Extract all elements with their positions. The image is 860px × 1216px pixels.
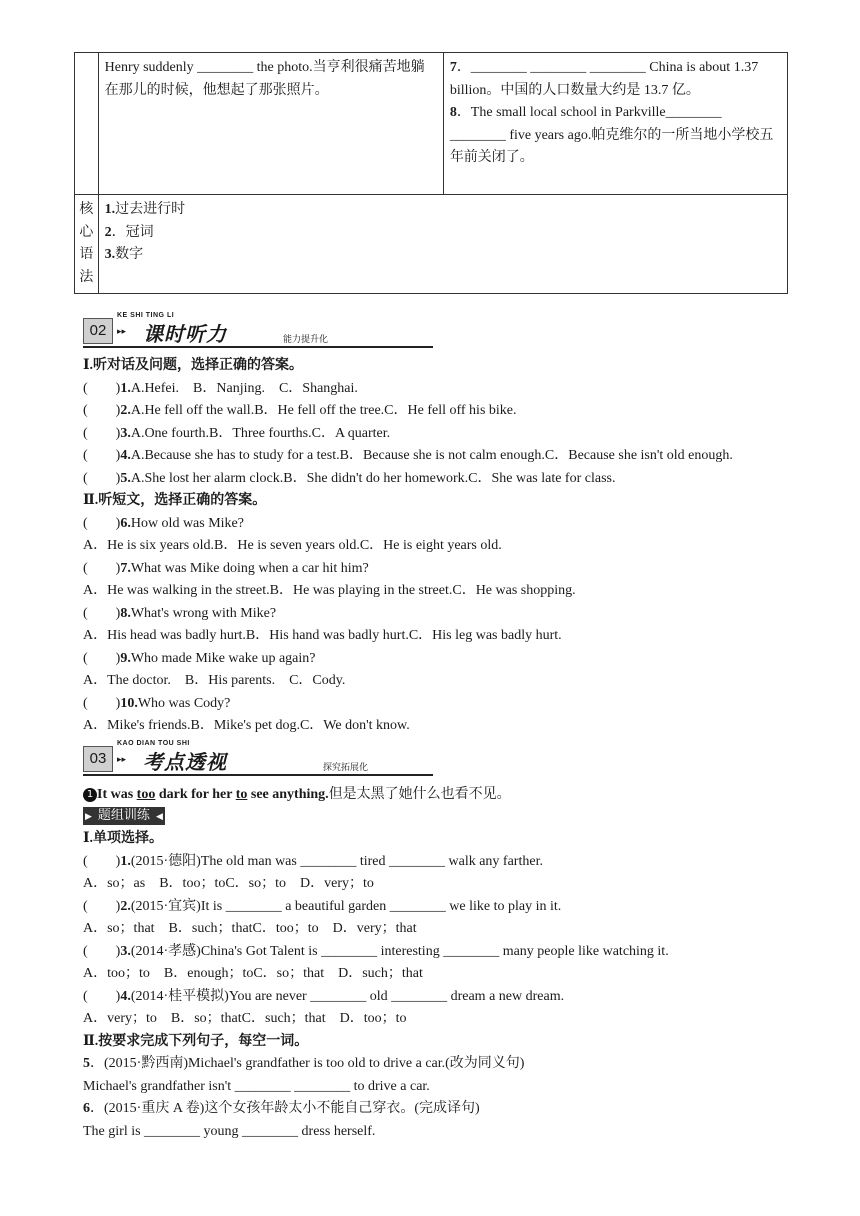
table-left-cell (98, 53, 443, 195)
play-left-icon: ◀ (154, 807, 165, 825)
listening-item: ( )3.A.One fourth.B．Three fourths.C．A quarter. (83, 426, 391, 441)
question-line: ( )3.(2014·孝感)China's Got Talent is ________ interesting ________ many people like watching it. (83, 944, 669, 959)
grammar-item: 3.数字 (104, 247, 144, 262)
grammar-label: 核心语法 (75, 195, 99, 294)
grammar-item: 1.过去进行时 (104, 202, 186, 217)
sentence-7: 7．________ ________ ________ China is about 1.37 billion。中国的人口数量大约是 13.7 亿。 (449, 60, 759, 98)
section-title: 考点透视 (143, 750, 227, 774)
listening-item: ( )1.A.Hefei. B．Nanjing. C．Shanghai. (83, 381, 358, 396)
section-number: 02 (83, 318, 113, 344)
options-line: A．He is six years old.B．He is seven years old.C．He is eight years old. (83, 538, 502, 553)
fill-heading: Ⅱ.按要求完成下列句子，每空一词。 (83, 1034, 309, 1049)
question-line: ( )6.How old was Mike? (83, 516, 244, 531)
question-line: 5．(2015·黔西南)Michael's grandfather is too old to drive a car.(改为同义句) (83, 1056, 525, 1071)
play-right-icon: ▶ (83, 807, 94, 825)
section-subtitle: 探究拓展化 (323, 763, 369, 773)
section-rule (83, 774, 433, 776)
vocab-grammar-table (74, 52, 788, 294)
listening-item: ( )4.A.Because she has to study for a test.B．Because she is not calm enough.C．Because she isn't old enough. (83, 448, 733, 463)
question-line: ( )2.(2015·宜宾)It is ________ a beautiful garden ________ we like to play in it. (83, 899, 562, 914)
section-number: 03 (83, 746, 113, 772)
table-right-cell (443, 53, 787, 195)
key-point-sentence: 1 It was too dark for her to see anything.但是太黑了她什么也看不见。 (83, 785, 511, 805)
options-line: A．He was walking in the street.B．He was playing in the street.C．He was shopping. (83, 583, 576, 598)
answer-line: The girl is ________ young ________ dress herself. (83, 1124, 376, 1139)
sentence-text: Henry suddenly ________ the photo.当亨利很痛苦地躺在那儿的时候，他想起了那张照片。 (104, 60, 425, 98)
question-line: ( )1.(2015·德阳)The old man was ________ tired ________ walk any farther. (83, 854, 543, 869)
drill-badge-label: 题组训练 (94, 807, 154, 825)
question-line: ( )7.What was Mike doing when a car hit him? (83, 561, 369, 576)
section-pinyin: KAO DIAN TOU SHI (117, 740, 190, 747)
single-choice-heading: Ⅰ.单项选择。 (83, 831, 164, 846)
part-ii-heading: Ⅱ.听短文，选择正确的答案。 (83, 493, 267, 508)
question-line: ( )4.(2014·桂平模拟)You are never ________ old ________ dream a new dream. (83, 989, 565, 1004)
options-line: A．very；to B．so；thatC．such；that D．too；to (83, 1011, 407, 1026)
options-line: A．so；that B．such；thatC．too；to D．very；that (83, 921, 417, 936)
options-line: A．Mike's friends.B．Mike's pet dog.C．We don't know. (83, 718, 410, 733)
answer-line: Michael's grandfather isn't ________ ________ to drive a car. (83, 1079, 430, 1094)
options-line: A．The doctor. B．His parents. C．Cody. (83, 673, 346, 688)
circled-number-icon: 1 (83, 788, 97, 802)
section-02-header (83, 312, 433, 350)
double-arrow-icon: ▸▸ (117, 326, 127, 336)
options-line: A．too；to B．enough；toC．so；that D．such；that (83, 966, 423, 981)
table-empty-cell (75, 53, 99, 195)
double-arrow-icon: ▸▸ (117, 754, 127, 764)
listening-item: ( )5.A.She lost her alarm clock.B．She didn't do her homework.C．She was late for class. (83, 471, 616, 486)
section-subtitle: 能力提升化 (283, 335, 329, 345)
drill-badge (83, 806, 165, 826)
grammar-item: 2．冠词 (104, 224, 154, 240)
question-line: ( )8.What's wrong with Mike? (83, 606, 277, 621)
options-line: A．so；as B．too；toC．so；to D．very；to (83, 876, 374, 891)
part-i-heading: Ⅰ.听对话及问题，选择正确的答案。 (83, 358, 304, 373)
options-line: A．His head was badly hurt.B．His hand was badly hurt.C．His leg was badly hurt. (83, 628, 562, 643)
sentence-8: 8．The small local school in Parkville________ ________ five years ago.帕克维尔的一所当地小学校五年前关闭了。 (449, 105, 774, 165)
question-line: ( )10.Who was Cody? (83, 696, 231, 711)
section-title: 课时听力 (143, 322, 227, 346)
section-03-header (83, 740, 433, 778)
section-pinyin: KE SHI TING LI (117, 312, 175, 319)
question-line: ( )9.Who made Mike wake up again? (83, 651, 316, 666)
question-line: 6．(2015·重庆 A 卷)这个女孩年龄太小不能自己穿衣。(完成译句) (83, 1101, 480, 1116)
listening-item: ( )2.A.He fell off the wall.B．He fell off the tree.C．He fell off his bike. (83, 403, 517, 418)
section-rule (83, 346, 433, 348)
grammar-list (98, 195, 787, 294)
